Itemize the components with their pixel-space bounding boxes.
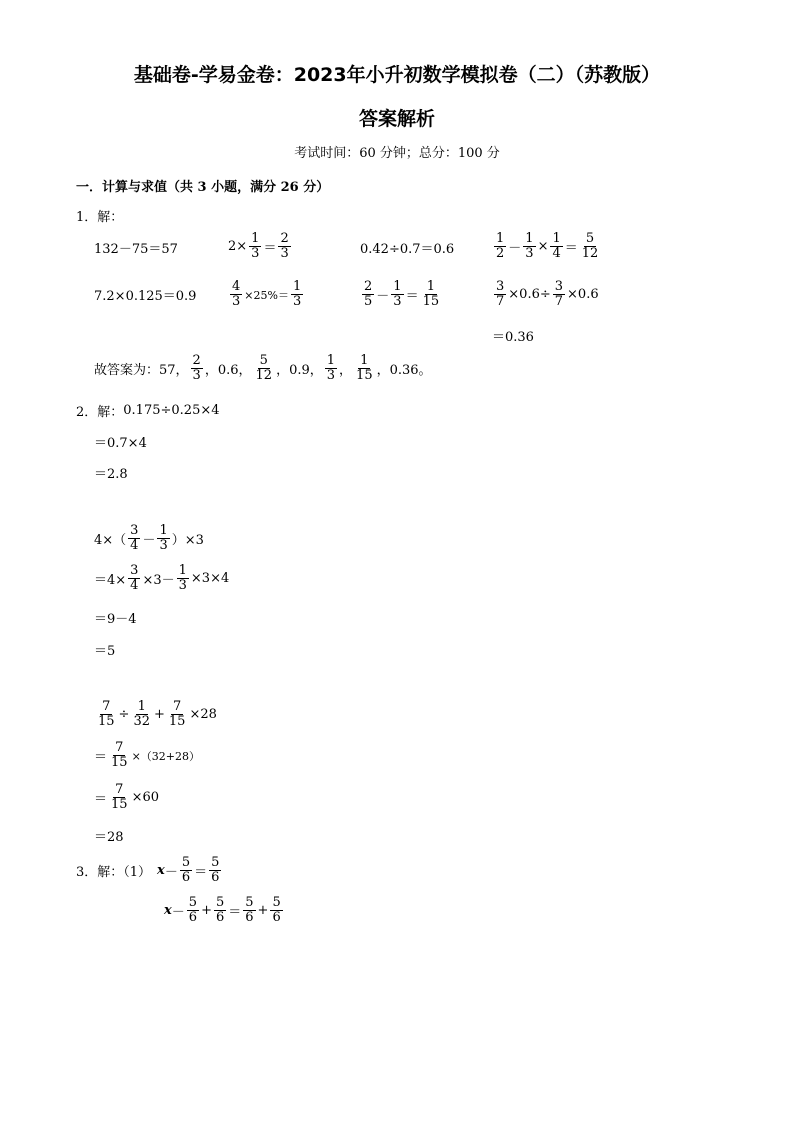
fraction: $\frac{3}{7}$	[554, 279, 564, 310]
q1-r1c3: 0.42÷0.7＝0.6	[360, 242, 455, 257]
q1-r3c4: ＝0.36	[492, 330, 534, 345]
fraction: $\frac{1}{3}$	[393, 279, 402, 310]
fraction: $\frac{4}{3}$	[232, 279, 241, 310]
expr-text: ×3－	[142, 573, 175, 589]
fraction: $\frac{1}{3}$	[292, 279, 302, 310]
q1-label: 1．解：	[76, 210, 124, 225]
answer-text: ，0.36。	[376, 363, 432, 379]
expr-text: ×60	[131, 790, 159, 806]
q1-r1c2	[228, 232, 293, 261]
document-title: 基础卷-学易金卷：2023年小升初数学模拟卷（二）（苏教版）	[133, 64, 661, 86]
expr-text: 2×	[228, 239, 248, 255]
fraction: $\frac{5}{6}$	[188, 895, 198, 926]
expr-text: ×28	[189, 707, 217, 723]
expr-text: ＝	[405, 289, 419, 305]
variable-x: x	[157, 863, 165, 879]
q2-p3-line1	[94, 700, 217, 729]
fraction: $\frac{1}{2}$	[496, 231, 505, 262]
fraction: $\frac{2}{5}$	[364, 279, 373, 310]
q2-p2-line3: ＝9－4	[94, 612, 137, 627]
q2-p2-line4: ＝5	[94, 644, 116, 659]
q1-r2c2	[228, 280, 305, 309]
fraction: $\frac{3}{4}$	[130, 563, 139, 594]
q3-line2	[164, 896, 285, 925]
expr-text: ×（32+28）	[131, 749, 200, 763]
q1-r2c3	[360, 280, 443, 309]
answer-text: ，0.6，	[204, 363, 252, 379]
expr-line: 0.175÷0.25×4	[123, 403, 220, 418]
fraction: $\frac{1}{3}$	[525, 231, 534, 262]
fraction: $\frac{1}{3}$	[251, 231, 260, 262]
fraction: $\frac{7}{15}$	[98, 699, 115, 730]
question-label: 2．解：	[76, 405, 124, 420]
fraction: $\frac{1}{3}$	[159, 523, 168, 554]
q1-r2c1: 7.2×0.125＝0.9	[94, 289, 197, 304]
fraction: $\frac{5}{6}$	[272, 895, 281, 926]
q1-r2c4	[492, 280, 599, 309]
document-subtitle: 答案解析	[358, 108, 435, 130]
fraction: $\frac{1}{3}$	[326, 353, 336, 384]
fraction: $\frac{3}{4}$	[130, 523, 139, 554]
fraction: $\frac{5}{6}$	[245, 895, 254, 926]
q3-line1	[76, 856, 223, 885]
fraction: $\frac{1}{15}$	[356, 353, 373, 384]
expr-text: ＝	[194, 865, 208, 881]
q2-label	[76, 401, 220, 420]
expr-text: ＝	[94, 792, 108, 808]
expr-text: +	[154, 707, 165, 723]
expr-text: 4×（	[94, 533, 127, 549]
expr-text: ）×3	[171, 533, 204, 549]
expr-text: －	[171, 905, 185, 921]
answer-text: 故答案为：57，	[94, 363, 189, 379]
fraction: $\frac{5}{6}$	[215, 895, 225, 926]
question-label: 3．解：（1）	[76, 865, 152, 881]
fraction: $\frac{1}{32}$	[133, 699, 150, 730]
q2-p3-line2	[94, 741, 200, 770]
fraction: $\frac{2}{3}$	[192, 353, 201, 384]
expr-text: ×0.6÷	[508, 287, 551, 303]
expr-text: －	[164, 865, 178, 881]
expr-text: ＝	[564, 241, 578, 257]
expr-text: －	[508, 241, 522, 257]
q1-answer	[94, 354, 432, 383]
q2-p1-line3: ＝2.8	[94, 467, 128, 482]
answer-text: ，	[339, 363, 353, 379]
expr-text: ＝4×	[94, 573, 127, 589]
fraction: $\frac{7}{15}$	[111, 782, 128, 813]
section-heading: 一．计算与求值（共 3 小题，满分 26 分）	[76, 180, 330, 195]
expr-text: ＝	[228, 905, 242, 921]
fraction: $\frac{1}{15}$	[422, 279, 440, 310]
exam-info: 考试时间：60 分钟；总分：100 分	[294, 146, 500, 161]
q1-r1c1: 132－75＝57	[94, 242, 178, 257]
expr-text: +	[257, 903, 269, 919]
fraction: $\frac{1}{3}$	[178, 563, 187, 594]
fraction: $\frac{7}{15}$	[168, 699, 186, 730]
expr-text: －	[142, 533, 156, 549]
q2-p3-line4: ＝28	[94, 830, 124, 845]
expr-text: ＝	[263, 241, 277, 257]
expr-text: ＝	[94, 750, 108, 766]
expr-text: ×3×4	[190, 571, 230, 587]
fraction: $\frac{3}{7}$	[496, 279, 505, 310]
fraction: $\frac{5}{6}$	[181, 855, 191, 886]
q2-p2-line2	[94, 564, 229, 593]
q2-p1-line2: ＝0.7×4	[94, 436, 147, 451]
variable-x: x	[164, 903, 172, 919]
fraction: $\frac{5}{6}$	[211, 855, 220, 886]
fraction: $\frac{5}{12}$	[581, 231, 599, 262]
q1-r1c4	[492, 232, 602, 261]
expr-text: ×0.6	[567, 287, 599, 303]
q2-p2-line1	[94, 524, 204, 553]
expr-text: +	[201, 903, 212, 919]
expr-text: ×25%＝	[244, 288, 289, 302]
answer-text: ，0.9，	[276, 363, 323, 379]
fraction: $\frac{1}{4}$	[552, 231, 561, 262]
fraction: $\frac{2}{3}$	[280, 231, 289, 262]
expr-text: ÷	[118, 707, 130, 723]
expr-text: －	[376, 289, 390, 305]
fraction: $\frac{5}{12}$	[255, 353, 273, 384]
expr-text: ×	[537, 239, 549, 255]
q2-p3-line3	[94, 783, 159, 812]
fraction: $\frac{7}{15}$	[111, 740, 128, 771]
